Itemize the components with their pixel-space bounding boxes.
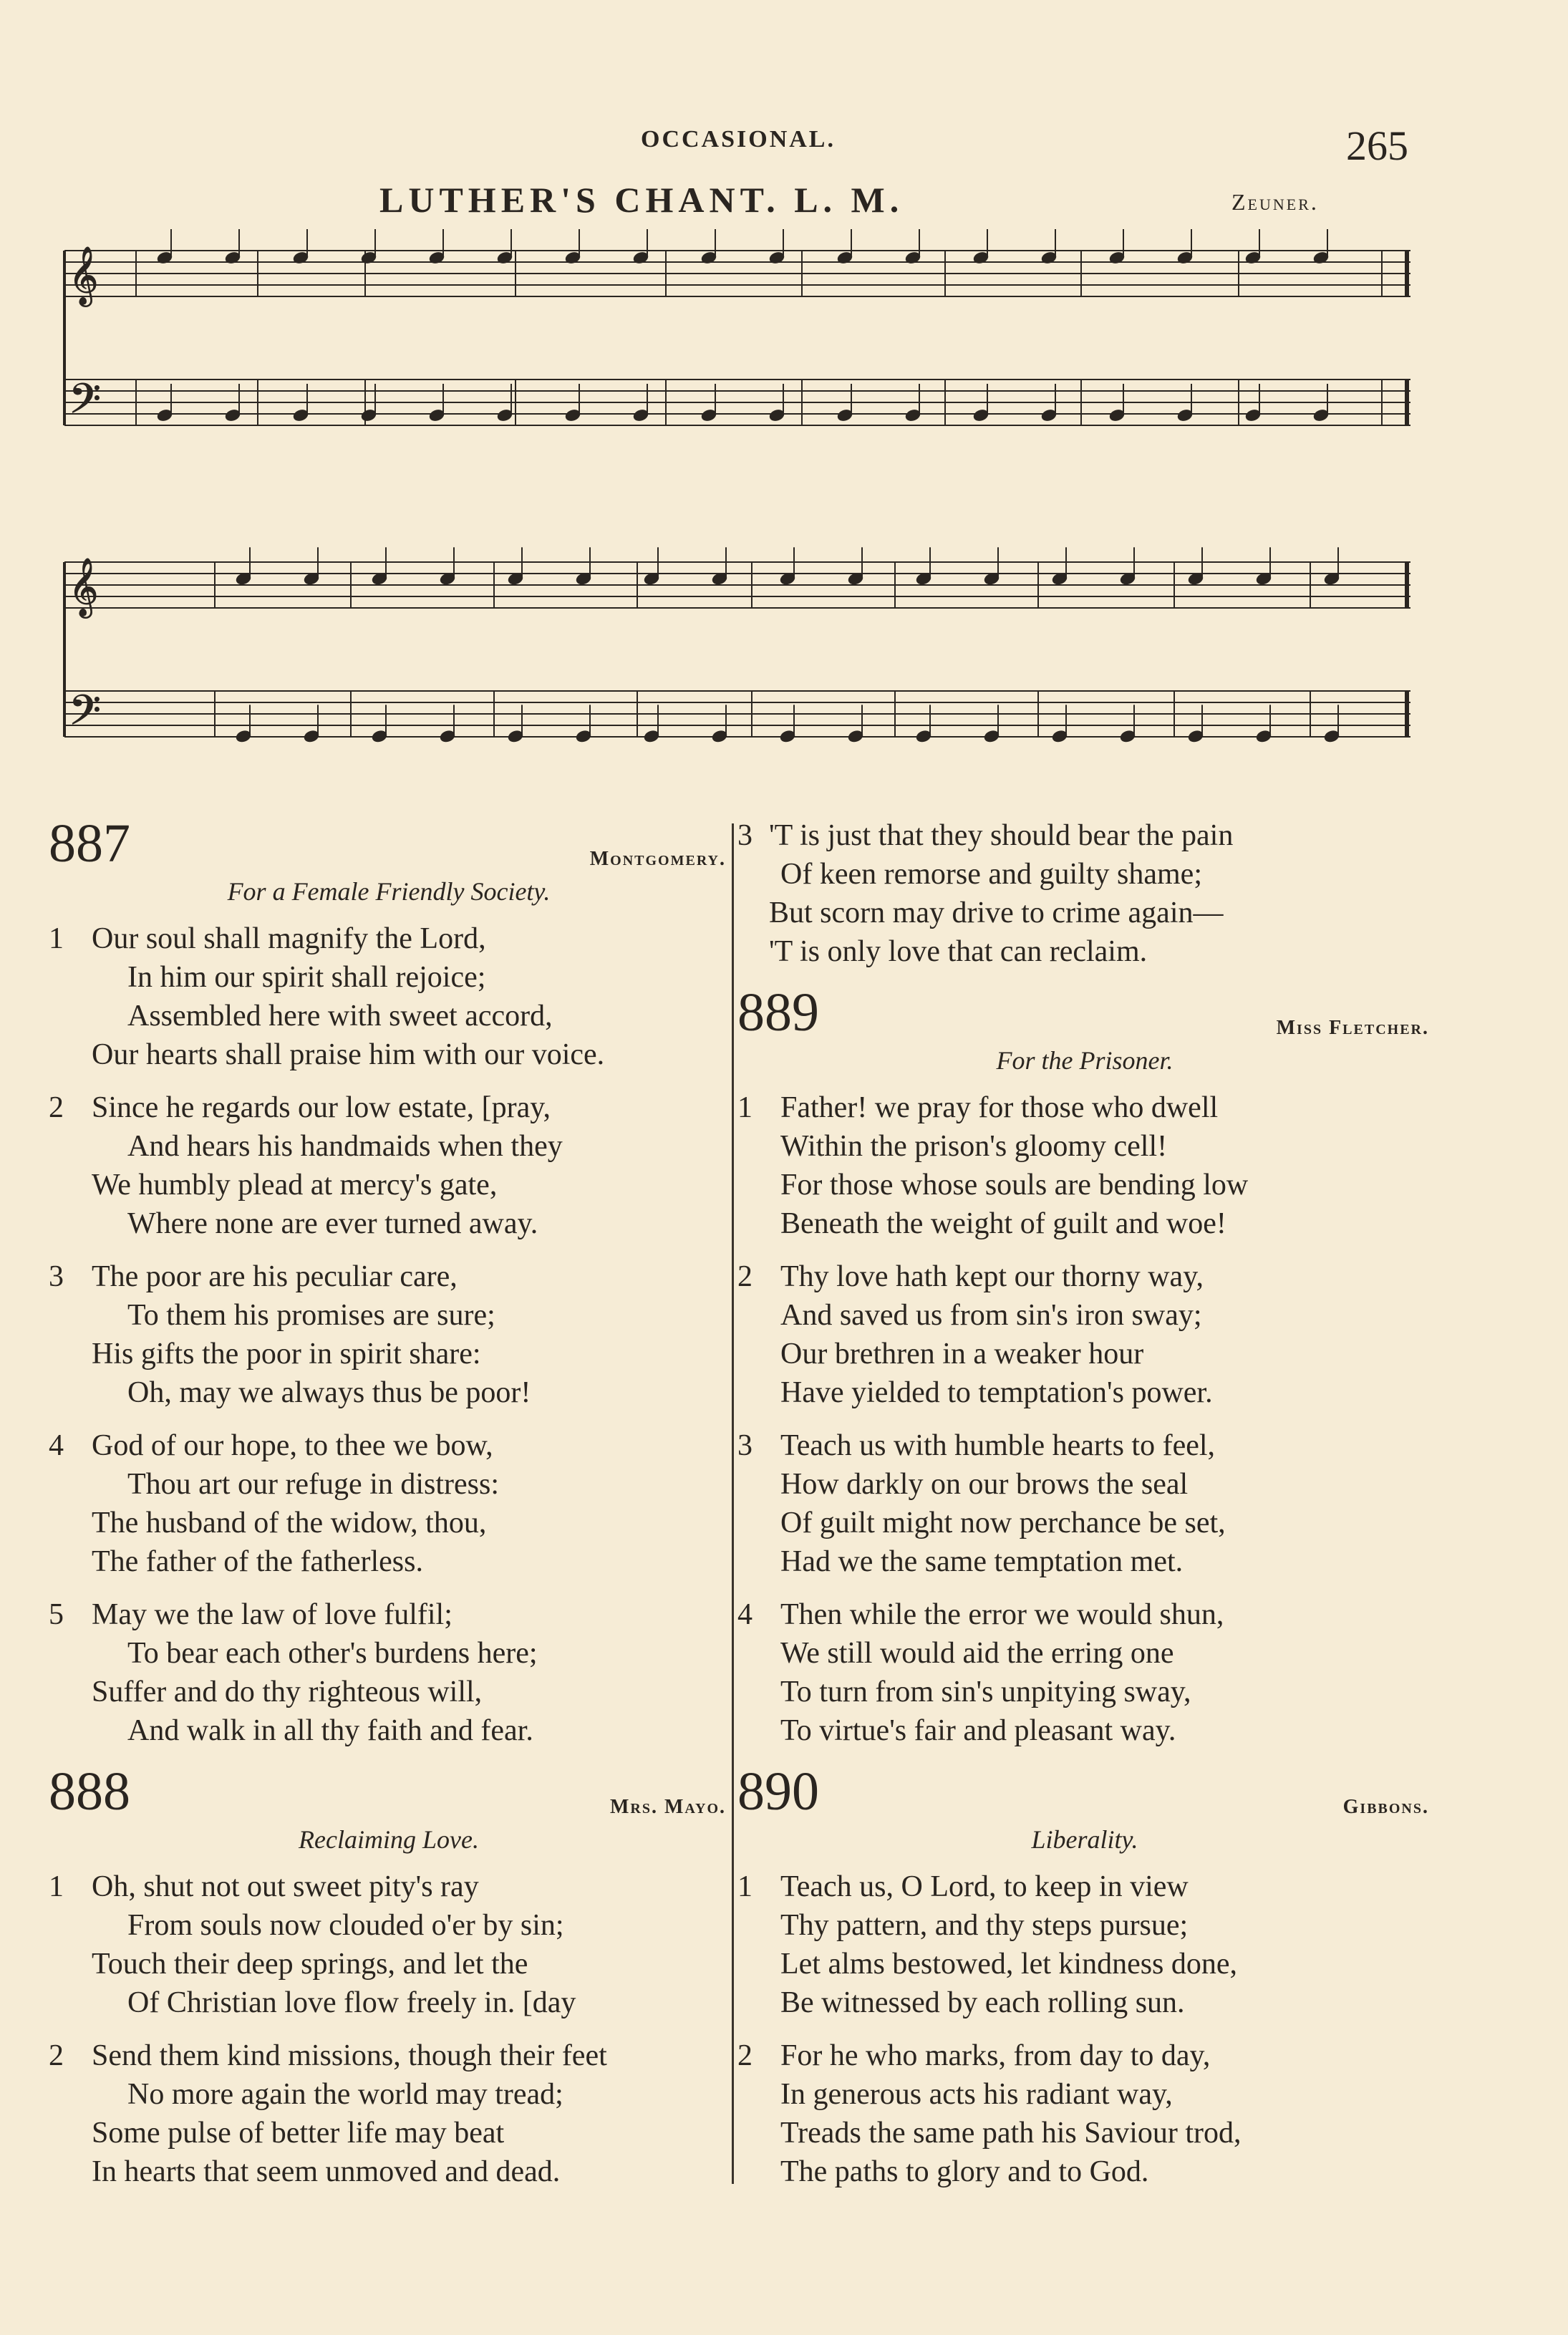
hymn-occasion: Reclaiming Love. (299, 1825, 479, 1854)
verse-line: Oh, shut not out sweet pity's ray (92, 1870, 479, 1903)
stanza-number: 3 (737, 1429, 752, 1462)
verse-line: Thy love hath kept our thorny way, (780, 1260, 1204, 1293)
stanza-number: 1 (737, 1091, 752, 1124)
hymn-number: 887 (49, 813, 130, 874)
verse-line: Our brethren in a weaker hour (780, 1338, 1144, 1370)
verse-line: For he who marks, from day to day, (780, 2039, 1211, 2072)
verse-line: The husband of the widow, thou, (92, 1507, 487, 1539)
stanza-number: 1 (49, 922, 64, 955)
verse-line: Of guilt might now perchance be set, (780, 1507, 1226, 1539)
hymn-author: Miss Fletcher. (1276, 1017, 1429, 1039)
stanza-number: 3 (737, 819, 752, 852)
verse-line: Be witnessed by each rolling sun. (780, 1986, 1185, 2019)
stanza-number: 4 (737, 1598, 752, 1631)
verse-line: Within the prison's gloomy cell! (780, 1130, 1168, 1163)
stanza-number: 5 (49, 1598, 64, 1631)
verse-line: And saved us from sin's iron sway; (780, 1299, 1202, 1332)
stanza-number: 1 (737, 1870, 752, 1903)
column-divider (732, 823, 734, 2184)
hymn-occasion: Liberality. (1031, 1825, 1138, 1854)
right-column (737, 816, 1432, 2205)
stanza-4 (737, 1595, 1432, 1750)
stanza-3 (737, 1426, 1432, 1581)
clef-symbol: 𝄢 (69, 374, 102, 433)
verse-line: Teach us with humble hearts to feel, (780, 1429, 1216, 1462)
verse-line: Our soul shall magnify the Lord, (92, 922, 486, 955)
clef-symbol: 𝄢 (69, 686, 102, 745)
verse-line: Touch their deep springs, and let the (92, 1948, 528, 1981)
verse-line: Some pulse of better life may beat (92, 2117, 505, 2150)
verse-line: Our hearts shall praise him with our voice. (92, 1038, 605, 1071)
hymn-author: Mrs. Mayo. (609, 1796, 726, 1818)
verse-line: Send them kind missions, though their feet (92, 2039, 607, 2072)
section-heading: OCCASIONAL. (641, 126, 836, 153)
verse-line: Since he regards our low estate, [pray, (92, 1091, 551, 1124)
verse-line: To bear each other's burdens here; (127, 1637, 538, 1670)
stanza-number: 1 (49, 1870, 64, 1903)
verse-line: Thy pattern, and thy steps pursue; (780, 1909, 1189, 1942)
stanza-1 (49, 919, 729, 1074)
verse-line: For those whose souls are bending low (780, 1169, 1249, 1202)
verse-line: But scorn may drive to crime again— (769, 896, 1224, 929)
verse-line: To virtue's fair and pleasant way. (780, 1714, 1176, 1747)
tune-composer: Zeuner. (1231, 189, 1319, 215)
clef-symbol: 𝄞 (69, 557, 99, 616)
verse-line: In him our spirit shall rejoice; (127, 961, 486, 994)
hymn-occasion: For a Female Friendly Society. (227, 877, 551, 906)
verse-line: To turn from sin's unpitying sway, (780, 1676, 1191, 1708)
verse-line: 'T is only love that can reclaim. (769, 935, 1148, 968)
verse-line: 'T is just that they should bear the pain (769, 819, 1234, 852)
stanza-number: 4 (49, 1429, 64, 1462)
verse-line: Have yielded to temptation's power. (780, 1376, 1213, 1409)
stanza-number: 2 (737, 1260, 752, 1293)
verse-line: The father of the fatherless. (92, 1545, 423, 1578)
stanza-3 (49, 1257, 729, 1412)
stanza-4 (49, 1426, 729, 1581)
verse-line: Assembled here with sweet accord, (127, 1000, 553, 1033)
verse-line: To them his promises are sure; (127, 1299, 495, 1332)
verse-line: And walk in all thy faith and fear. (127, 1714, 533, 1747)
hymn-887 (49, 813, 729, 1750)
stanza-2 (737, 2036, 1432, 2191)
music-score (50, 229, 1418, 788)
verse-line: Suffer and do thy righteous will, (92, 1676, 483, 1708)
verse-line: Of Christian love flow freely in. [day (127, 1986, 576, 2019)
verse-line: From souls now clouded o'er by sin; (127, 1909, 564, 1942)
left-column (49, 813, 729, 2205)
hymn-number: 889 (737, 982, 819, 1043)
stanza-1 (49, 1867, 729, 2022)
stanza-1 (737, 1867, 1432, 2022)
verse-line: Had we the same temptation met. (780, 1545, 1184, 1578)
clef-symbol: 𝄞 (69, 246, 99, 304)
stanza-3 (737, 816, 1432, 971)
verse-line: Where none are ever turned away. (127, 1207, 538, 1240)
verse-line: Beneath the weight of guilt and woe! (780, 1207, 1226, 1240)
stanza-1 (737, 1088, 1432, 1243)
verse-line: Father! we pray for those who dwell (780, 1091, 1219, 1124)
verse-line: Teach us, O Lord, to keep in view (780, 1870, 1189, 1903)
stanza-2 (49, 2036, 729, 2191)
verse-line: Oh, may we always thus be poor! (127, 1376, 531, 1409)
verse-line: Then while the error we would shun, (780, 1598, 1224, 1631)
hymn-888 (49, 1761, 729, 2191)
verse-line: We still would aid the erring one (780, 1637, 1174, 1670)
hymn-890 (737, 1761, 1432, 2191)
verse-line: In generous acts his radiant way, (780, 2078, 1173, 2111)
verse-line: We humbly plead at mercy's gate, (92, 1169, 498, 1202)
hymn-author: Montgomery. (589, 848, 726, 870)
verse-line: The paths to glory and to God. (780, 2155, 1149, 2188)
stanza-number: 2 (49, 2039, 64, 2072)
stanza-number: 3 (49, 1260, 64, 1293)
verse-line: His gifts the poor in spirit share: (92, 1338, 481, 1370)
verse-line: Of keen remorse and guilty shame; (780, 858, 1202, 891)
verse-line: God of our hope, to thee we bow, (92, 1429, 493, 1462)
verse-line: And hears his handmaids when they (127, 1130, 563, 1163)
hymn-author: Gibbons. (1342, 1796, 1429, 1818)
stanza-2 (49, 1088, 729, 1243)
verse-line: No more again the world may tread; (127, 2078, 563, 2111)
verse-line: Let alms bestowed, let kindness done, (780, 1948, 1238, 1981)
verse-line: The poor are his peculiar care, (92, 1260, 458, 1293)
stanza-5 (49, 1595, 729, 1750)
verse-line: May we the law of love fulfil; (92, 1598, 453, 1631)
stanza-number: 2 (49, 1091, 64, 1124)
verse-line: Thou art our refuge in distress: (127, 1468, 500, 1501)
verse-line: Treads the same path his Saviour trod, (780, 2117, 1242, 2150)
stanza-2 (737, 1257, 1432, 1412)
hymn-889 (737, 982, 1432, 1750)
page-number: 265 (1346, 122, 1408, 169)
tune-title: LUTHER'S CHANT. L. M. (379, 180, 904, 220)
hymn-occasion: For the Prisoner. (996, 1046, 1173, 1075)
verse-line: How darkly on our brows the seal (780, 1468, 1189, 1501)
hymn-number: 888 (49, 1761, 130, 1822)
hymn-number: 890 (737, 1761, 819, 1822)
stanza-number: 2 (737, 2039, 752, 2072)
verse-line: In hearts that seem unmoved and dead. (92, 2155, 561, 2188)
